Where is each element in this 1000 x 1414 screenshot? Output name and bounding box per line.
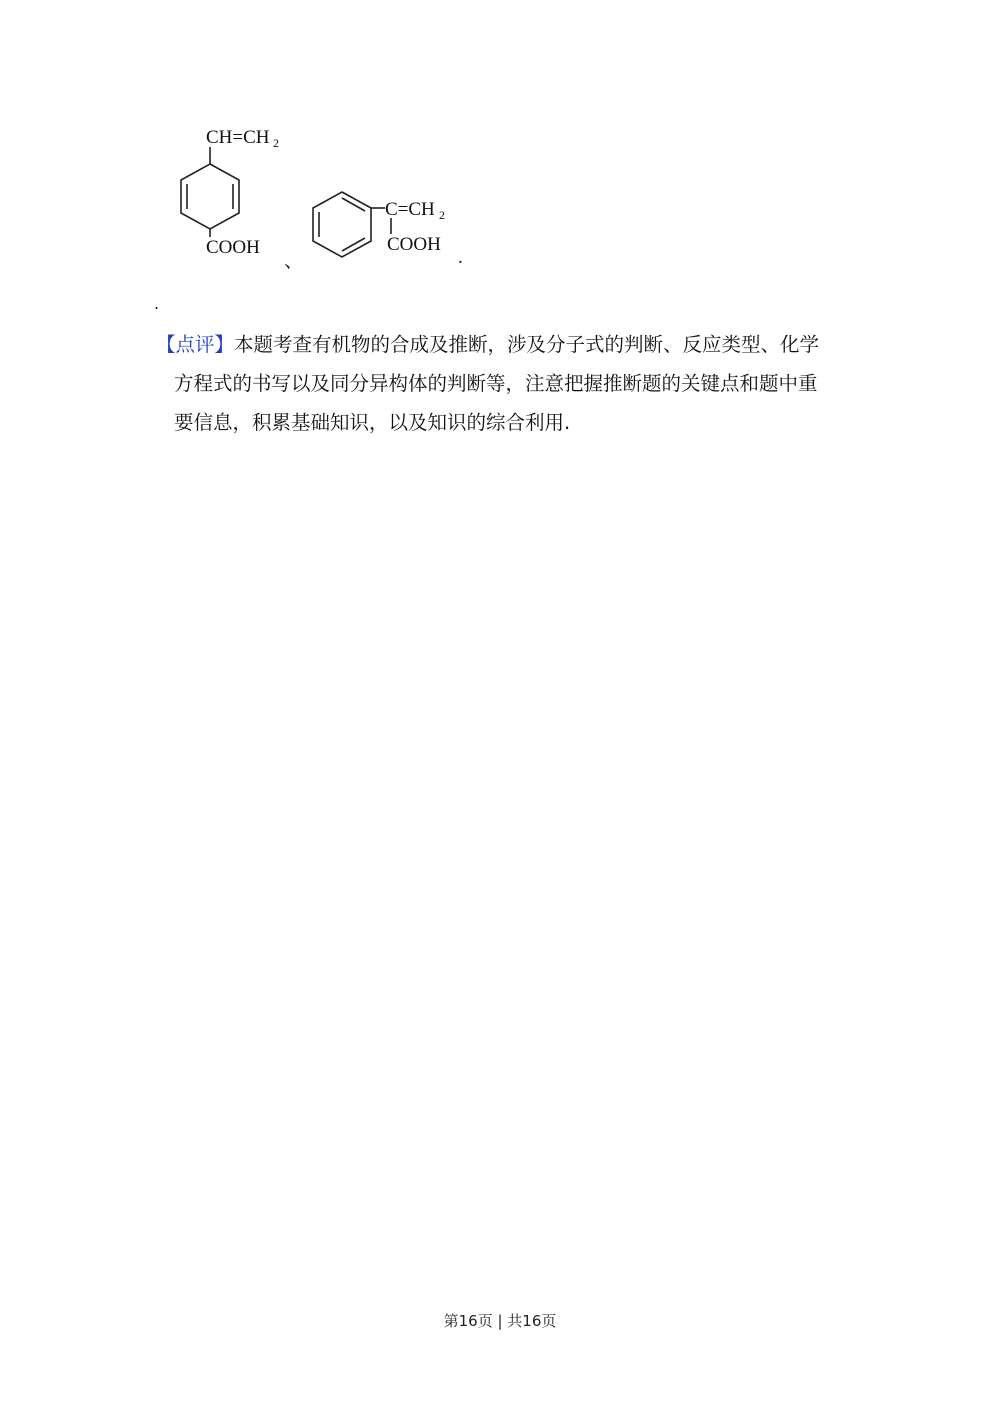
mol2-side-group: C=CH — [385, 199, 435, 220]
mol2-bottom-group: COOH — [387, 234, 441, 255]
molecule-1 — [181, 127, 279, 258]
molecule-structures-svg — [160, 110, 500, 280]
mol1-top-subscript: 2 — [273, 136, 279, 150]
mol2-inner-bond-bottom — [342, 238, 365, 251]
comment-tag: 【点评】 — [156, 333, 235, 356]
comment-line-2: 方程式的书写以及同分异构体的判断等，注意把握推断题的关键点和题中重 — [174, 372, 818, 395]
structural-formulas — [160, 110, 500, 280]
molecule-2 — [313, 192, 445, 257]
mol1-benzene-ring — [181, 164, 239, 229]
mol2-benzene-ring — [313, 192, 371, 257]
mol2-inner-bond-top — [342, 198, 365, 211]
comment-section — [156, 325, 856, 442]
comment-line-3: 要信息，积累基础知识，以及知识的综合利用. — [174, 411, 571, 434]
comment-line-1-text: 本题考查有机物的合成及推断，涉及分子式的判断、反应类型、化学 — [234, 333, 820, 356]
comment-line-1 — [156, 325, 856, 364]
molecule-separator: 、 — [284, 251, 304, 272]
mol1-bottom-group: COOH — [206, 237, 260, 258]
mol2-side-subscript: 2 — [439, 208, 445, 222]
mol1-top-group: CH=CH — [206, 127, 270, 148]
stray-period: . — [154, 294, 160, 313]
page-footer: 第16页 | 共16页 — [443, 1312, 557, 1330]
structures-end-period: . — [458, 247, 463, 268]
